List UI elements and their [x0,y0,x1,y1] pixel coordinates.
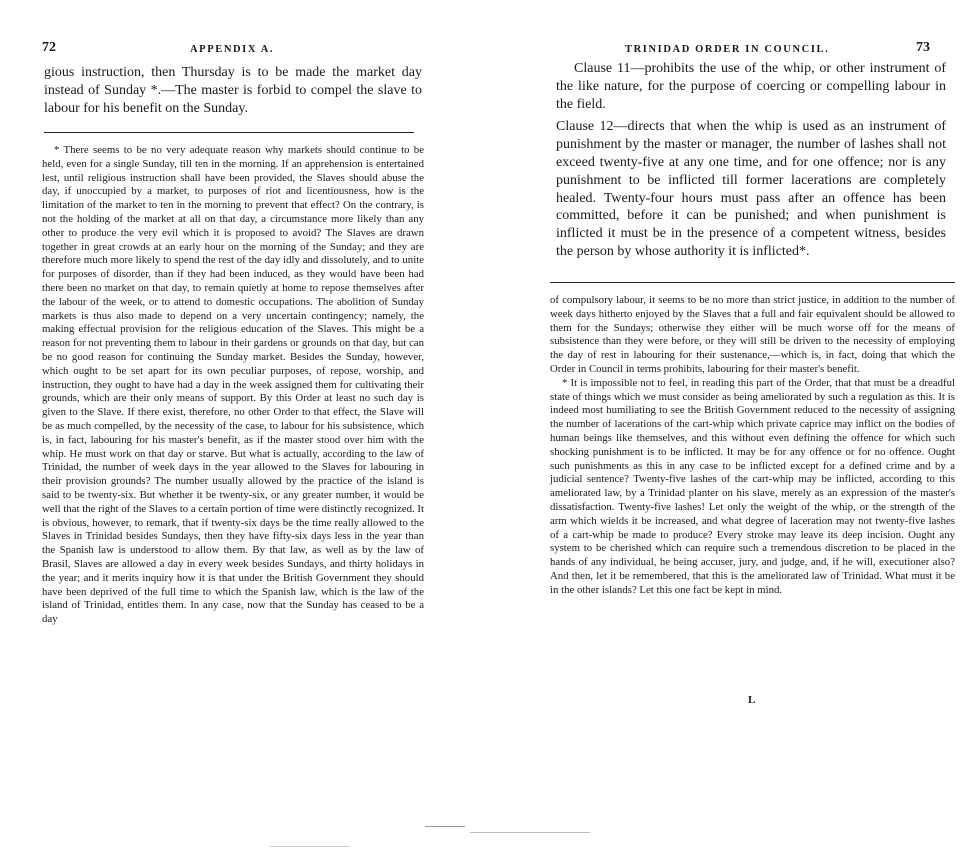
scan-artifact [425,826,465,827]
clause-11-paragraph: Clause 11—prohibits the use of the whip, or other instrument of the like nature, for the purpose of coercing or compelling labour in the field. [556,61,946,112]
clause-12-paragraph: Clause 12—directs that when the whip is used as an instrument of punishment by the master or manager, the number of lashes shall not exceed twenty-five at any one time, and for one offence; nor is any punishment to be inflicted till former lacerations are completely healed. Twenty-four hours must pass after an offence has been committed, before it can be punished; and when punishment is inflicted it must be in the presence of a competent witness, besides the person by whose authority it is inflicted*. [556,119,946,259]
footnote [42,144,424,627]
footnote-continuation: of compulsory labour, it seems to be no more than strict justice, in addition to the number of week days hitherto enjoyed by the Slaves that a full and fair equivalent should be allowed to them for the Sundays; otherwise they either will be much worse off for the means of subsistence than they were before, or they will still be driven to the necessity of employing the day of rest in labouring for their sustenance,—which is, in fact, doing that which the Order in Council in terms prohibits, labouring for their master's benefit. [550,294,955,375]
footnote-rule [550,282,955,283]
left-page [0,0,455,864]
main-text [556,60,946,266]
footnote-rule [44,132,414,133]
signature-mark: L [748,694,756,706]
page-number: 73 [916,40,930,55]
scan-artifact [270,846,350,847]
scan-artifact [470,832,590,833]
page-number: 72 [42,40,56,55]
main-text [44,64,422,122]
right-page [520,0,980,864]
footnote-paragraph: * It is impossible not to feel, in reading this part of the Order, that that must be a dreadful state of things which we must consider as being ameliorated by such a regulation as this. It is indeed most humiliating to see the British Government reduced to the necessity of assigning the number of lacerations of the cart-whip which private caprice may inflict on the bodies of human beings like themselves, and this without even defining the offence for which such shocking punishment is to be inflicted. It may be for any offence or for no offence. Ought such punishments as this in any case to be inflicted except for a defined crime and by a judicial sentence? Twenty-five lashes of the cart-whip may be inflicted, according to this ameliorated law, by a Trinidad planter on his slave, merely as an expression of the master's dissatisfaction. Twenty-five lashes! Let only the weight of the whip, or the strength of the arm which wields it be increased, and what degree of laceration may not twenty-five lashes of a cart-whip be made to produce? Every stroke may leave its deep incision. Ought any system to be cherished which can require such a tremendous discretion to be placed in the hands of any individual, he being accuser, jury, and judge, and, if he will, executioner also? And then, let it be remembered, that this is the ameliorated law of Trinidad. What must it be in the other islands? Let this one fact be kept in mind. [550,376,955,596]
running-head: APPENDIX A. [190,44,275,55]
main-paragraph: gious instruction, then Thursday is to be made the market day instead of Sunday *.—The master is forbid to compel the slave to labour for his benefit on the Sunday. [44,65,422,116]
footnote-paragraph: * There seems to be no very adequate reason why markets should continue to be held, even for a single Sunday, till ten in the morning. If an apprehension is entertained lest, until religious instruction shall have been provided, the Slaves should abuse the day, if unoccupied by a market, to purposes of riot and licentiousness, how is the limitation of the market to ten in the morning to prevent that effect? On the contrary, is not the holding of the market at all on that day, a circumstance more likely than any other to produce the very evil which it is proposed to avoid? The Slaves are drawn together in great crowds at an early hour on the morning of the Sunday; and they are therefore much more likely to spend the rest of the day idly and dissolutely, and to unite for purposes of disorder, than if they had been induced, as they would have been had there been no market on that day, to remain quietly at home to repose themselves after the labour of the week, or to attend to domestic occupations. The abolition of Sunday markets is thus also made to depend on a very uncertain contingency; namely, the making effectual provision for the religious education of the Slaves. This might be a reason for not preventing them to labour in their gardens or grounds on that day, but can be no good reason for continuing the Sunday market. Besides the Sunday, however, which ought to be set apart for its own peculiar purposes, of repose, worship, and instruction, they ought to have had a day in the week assigned them for cultivating their grounds, which are their only means of support. By this Order at least no such day is given to the Slave. If there exist, therefore, no other Order to that effect, the Slave will be as much compelled, by the necessity of the case, to labour for his subsistence, which is, in fact, labouring for his master's benefit, as if the master stood over him with the whip. He must work on that day or starve. But what is actually, according to the law of Trinidad, the number of week days in the year allowed to the Slaves for labouring in their provision grounds? The number usually allowed by the practice of the island is said to be twenty-six. But whether it be twenty-six, or any greater number, it would be well that the right of the Slaves to a certain portion of time were distinctly recognized. It is obvious, however, to remark, that if twenty-six days be the time really allowed to the Slaves in Trinidad besides Sundays, then they have fifty-six days less in the year than the Spanish law is understood to allow them. By that law, as well as by the law of Brasil, Slaves are allowed a day in every week besides Sundays, and thirty holidays in the year; and it merits inquiry how it is that under the British Government they should have been deprived of the full time to which the Spanish law, which is the law of the island of Trinidad, entitles them. In any case, now that the Sunday has ceased to be a day [42,144,424,626]
running-head: TRINIDAD ORDER IN COUNCIL. [625,44,830,55]
footnote [550,294,955,598]
